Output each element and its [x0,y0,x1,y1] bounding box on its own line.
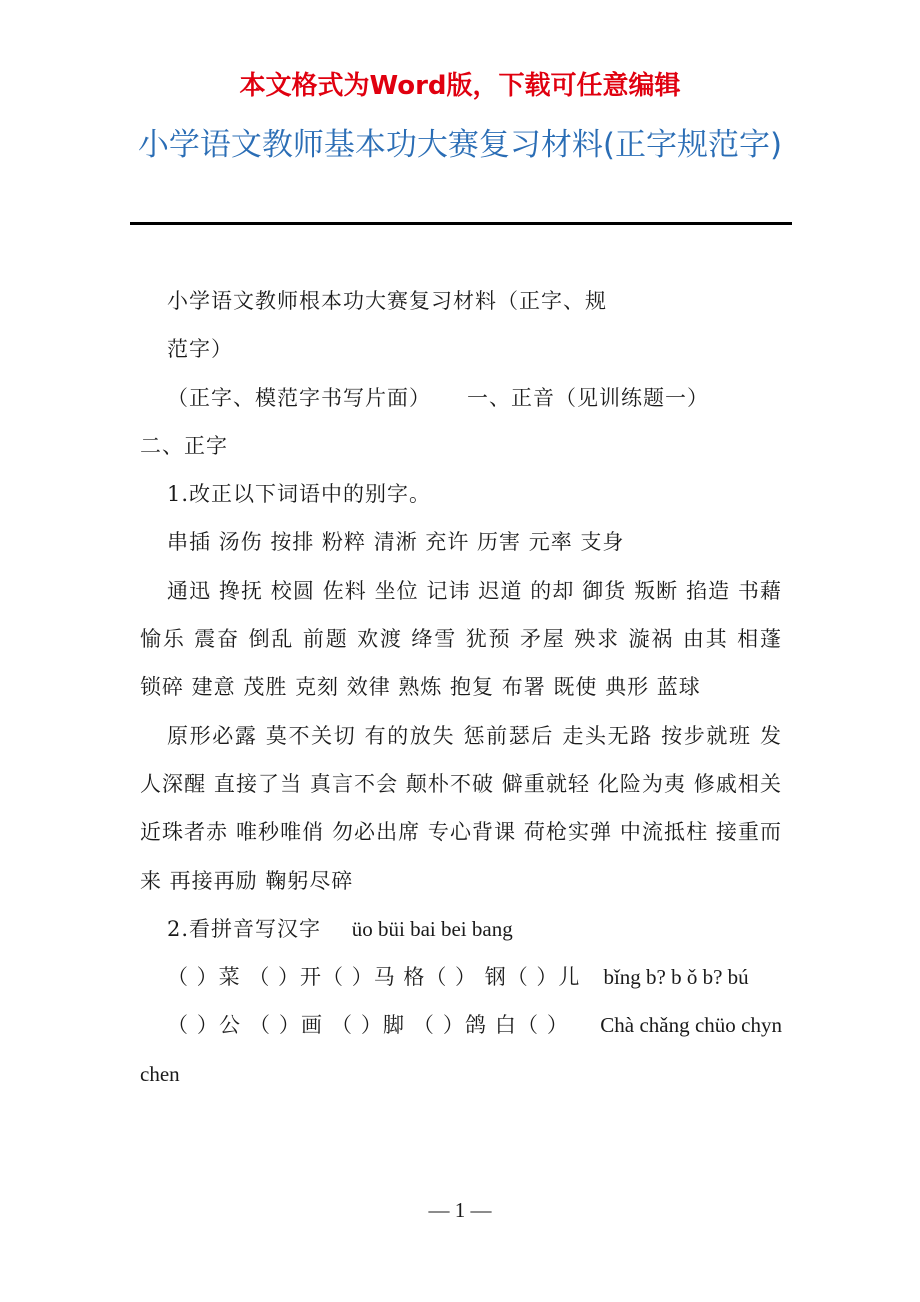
word-list-2: 通迅 搀抚 校圆 佐料 坐位 记讳 迟道 的却 御货 叛断 掐造 书藉 愉乐 震奋 倒乱 前题 欢渡 绛雪 犹预 矛屋 殃求 漩祸 由其 相蓬 锁碎 建意 茂胜 克刻 效律 熟炼 抱复 布署 既使 典形 蓝球 [140,578,782,700]
word-list-1: 串插 汤伤 按排 粉粹 清淅 充许 历害 元率 支身 [167,530,625,555]
pinyin-row-1 [140,953,782,1001]
intro-part-b: 一、正音（见训练题一） [467,385,709,410]
pinyin-row-1-text: bǐng b? b ǒ b? bú [603,965,749,990]
heading-line-2: 范字） [167,337,233,362]
title-divider [130,222,792,225]
fill-blank-row-2: （ ）公 （ ）画 （ ）脚 （ ）鸽 白（ ） [167,1013,570,1038]
intro-part-a: （正字、模范字书写片面） [167,385,431,410]
section-heading-2: 二、正字 [140,433,228,458]
format-notice-banner: 本文格式为Word版，下载可任意编辑 [239,71,681,101]
pinyin-row-2-text: Chà chǎng chüo chyn chen [140,1013,782,1086]
pinyin-row-2 [140,1001,782,1098]
document-title: 小学语文教师基本功大赛复习材料(正字规范字) [137,127,783,163]
page-number: — 1 — [428,1198,492,1222]
question-2-line [140,905,782,953]
heading-line-1: 小学语文教师根本功大赛复习材料（正字、规 [167,289,607,313]
question-1-label: 1.改正以下词语中的别字。 [167,482,432,507]
idiom-list: 原形必露 莫不关切 有的放失 惩前瑟后 走头无路 按步就班 发人深醒 直接了当 真言不会 颠朴不破 僻重就轻 化险为夷 修戚相关 近珠者赤 唯秒唯俏 勿必出席 专心背课 荷枪实弹 中流抵柱 接重而来 再接再励 鞠躬尽碎 [140,723,782,893]
document-body [140,277,782,1098]
question-2-pinyin: üo büi bai bei bang [351,916,513,941]
question-2-label: 2.看拼音写汉字 [167,916,322,941]
fill-blank-row-1: （ ）菜 （ ）开（ ）马 格（ ） 钢（ ）儿 [167,965,581,990]
intro-paragraph [140,374,782,422]
